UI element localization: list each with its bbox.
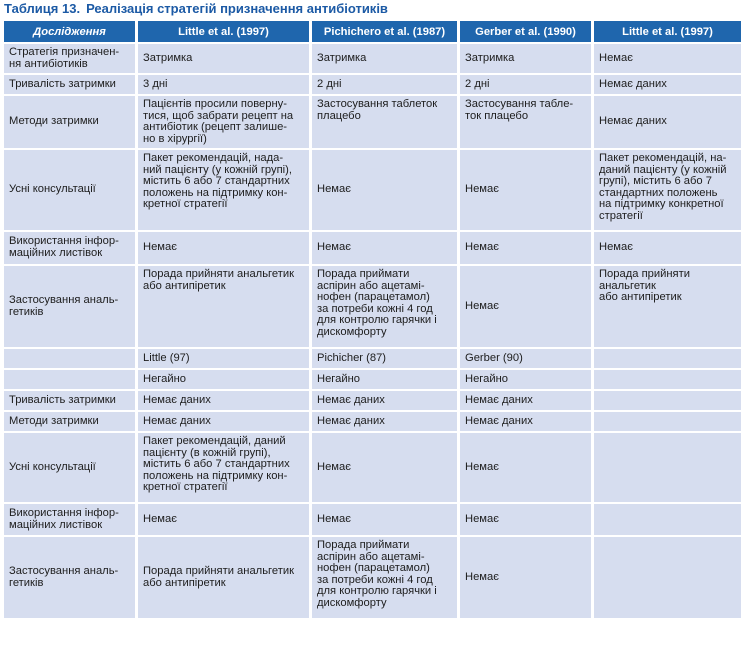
row-label-cell	[4, 96, 135, 148]
cell-text: Pichicher (87)	[317, 351, 387, 364]
table-row	[4, 412, 741, 431]
table-row	[4, 433, 741, 502]
table-cell	[460, 232, 591, 264]
table-caption	[4, 0, 388, 18]
table-cell	[594, 266, 741, 347]
header-cell: Little et al. (1997)	[594, 21, 741, 42]
table-title: Реалізація стратегій призначення антибіотиків	[86, 1, 388, 16]
table-cell	[312, 266, 457, 347]
row-label-cell	[4, 412, 135, 431]
cell-text: Немає	[465, 512, 499, 525]
row-label-cell	[4, 349, 135, 368]
cell-text: Методи затримки	[9, 414, 99, 427]
table-row	[4, 96, 741, 148]
cell-text: Застосування аналь- гетиків	[9, 564, 119, 589]
table-cell	[460, 537, 591, 618]
cell-text: Пакет рекомендацій, нада- ний пацієнту (у кожній групі), містить 6 або 7 стандартних положень на підтримку кон- кретної стратегії	[143, 152, 292, 211]
table-row	[4, 370, 741, 389]
cell-text: Затримка	[143, 51, 193, 64]
cell-text: Усні консультації	[9, 183, 96, 196]
cell-text: Усні консультації	[9, 460, 96, 473]
row-label-cell	[4, 266, 135, 347]
cell-text: Немає даних	[465, 414, 533, 427]
table-cell	[138, 232, 309, 264]
table-cell	[460, 44, 591, 73]
cell-text: Немає даних	[599, 77, 667, 90]
table-cell	[460, 391, 591, 410]
table-cell	[594, 370, 741, 389]
row-label-cell	[4, 433, 135, 502]
cell-text: Немає	[465, 183, 499, 196]
cell-text: Little (97)	[143, 351, 190, 364]
table-cell	[138, 537, 309, 618]
cell-text: Застосування таблеток плацебо	[317, 98, 438, 122]
table-cell	[312, 349, 457, 368]
table-cell	[460, 266, 591, 347]
table-row	[4, 44, 741, 73]
table-cell	[460, 370, 591, 389]
strategy-table	[1, 19, 744, 620]
table-cell	[594, 96, 741, 148]
header-cell: Little et al. (1997)	[138, 21, 309, 42]
cell-text: Використання інфор- маційних листівок	[9, 235, 119, 259]
cell-text: Використання інфор- маційних листівок	[9, 506, 119, 531]
cell-text: Немає	[317, 460, 351, 473]
table-row	[4, 266, 741, 347]
table-cell	[312, 232, 457, 264]
table-row	[4, 391, 741, 410]
table-row	[4, 537, 741, 618]
table-cell	[594, 349, 741, 368]
table-cell	[312, 75, 457, 94]
table-cell	[138, 391, 309, 410]
header-cell: Дослідження	[4, 21, 135, 42]
cell-text: Методи затримки	[9, 115, 99, 128]
cell-text: Порада прийняти анальгетик або антипіретик	[143, 564, 294, 589]
table-cell	[312, 44, 457, 73]
cell-text: Застосування аналь- гетиків	[9, 293, 119, 318]
table-cell	[138, 349, 309, 368]
cell-text: Немає	[317, 241, 351, 254]
cell-text: Пацієнтів просили поверну- тися, щоб забрати рецепт на антибіотик (рецепт залише- но в хірургії)	[143, 98, 294, 145]
cell-text: Немає	[143, 241, 177, 254]
table-row	[4, 75, 741, 94]
table-cell	[594, 150, 741, 230]
row-label-cell	[4, 44, 135, 73]
header-cell: Pichichero et al. (1987)	[312, 21, 457, 42]
table-cell	[594, 537, 741, 618]
table-cell	[594, 44, 741, 73]
cell-text: Gerber (90)	[465, 351, 523, 364]
cell-text: Немає даних	[317, 414, 385, 427]
cell-text: Немає даних	[143, 414, 211, 427]
table-cell	[460, 75, 591, 94]
table-cell	[594, 75, 741, 94]
cell-text: Немає	[465, 241, 499, 254]
table-cell	[138, 504, 309, 535]
header-row	[4, 21, 741, 42]
table-cell	[138, 370, 309, 389]
table-cell	[460, 412, 591, 431]
table-cell	[138, 44, 309, 73]
table-cell	[138, 75, 309, 94]
cell-text: Пакет рекомендацій, даний пацієнту (в кожній групі), містить 6 або 7 стандартних положень на підтримку кон- кретної стратегії	[143, 435, 290, 494]
table-cell	[460, 433, 591, 502]
table-cell	[594, 433, 741, 502]
table-cell	[138, 150, 309, 230]
table-cell	[312, 537, 457, 618]
table-cell	[312, 504, 457, 535]
cell-text: Немає	[143, 512, 177, 525]
table-cell	[138, 96, 309, 148]
cell-text: Негайно	[317, 372, 361, 385]
cell-text: Немає	[317, 512, 351, 525]
cell-text: 2 дні	[465, 77, 490, 90]
table-cell	[138, 433, 309, 502]
table-cell	[594, 412, 741, 431]
row-label-cell	[4, 75, 135, 94]
table-number: Таблиця 13.	[4, 1, 81, 16]
cell-text: Порада приймати аспірин або ацетамі- нофен (парацетамол) за потреби кожні 4 год для контролю гарячки і дискомфорту	[317, 268, 437, 338]
table-cell	[594, 232, 741, 264]
header-cell: Gerber et al. (1990)	[460, 21, 591, 42]
cell-text: Пакет рекомендацій, на- даний пацієнту (у кожній групі), містить 6 або 7 стандартних положень на підтримку конкретної стратегії	[599, 152, 727, 222]
cell-text: Затримка	[317, 51, 367, 64]
cell-text: Негайно	[143, 372, 187, 385]
cell-text: Порада прийняти анальгетик або антипіретик	[599, 268, 690, 304]
cell-text: 3 дні	[143, 77, 168, 90]
cell-text: Немає	[465, 299, 499, 312]
table-row	[4, 504, 741, 535]
cell-text: Негайно	[465, 372, 509, 385]
row-label-cell	[4, 537, 135, 618]
cell-text: Немає даних	[143, 393, 211, 406]
cell-text: Немає даних	[465, 393, 533, 406]
cell-text: Немає	[465, 460, 499, 473]
table-cell	[460, 349, 591, 368]
table-cell	[312, 391, 457, 410]
row-label-cell	[4, 370, 135, 389]
table-cell	[460, 96, 591, 148]
row-label-cell	[4, 150, 135, 230]
table-cell	[594, 504, 741, 535]
cell-text: Немає	[599, 241, 633, 254]
cell-text: Немає даних	[317, 393, 385, 406]
table-row	[4, 232, 741, 264]
cell-text: Порада приймати аспірин або ацетамі- нофен (парацетамол) за потреби кожні 4 год для контролю гарячки і дискомфорту	[317, 539, 437, 609]
table-cell	[138, 412, 309, 431]
table-cell	[460, 504, 591, 535]
table-row	[4, 150, 741, 230]
cell-text: Затримка	[465, 51, 515, 64]
row-label-cell	[4, 504, 135, 535]
table-cell	[312, 412, 457, 431]
cell-text: Немає даних	[599, 115, 667, 128]
row-label-cell	[4, 232, 135, 264]
cell-text: Застосування табле- ток плацебо	[465, 98, 574, 122]
cell-text: Немає	[599, 51, 633, 64]
cell-text: Тривалість затримки	[9, 393, 116, 406]
cell-text: Тривалість затримки	[9, 77, 116, 90]
table-cell	[460, 150, 591, 230]
table-cell	[312, 150, 457, 230]
row-label-cell	[4, 391, 135, 410]
table-row	[4, 349, 741, 368]
cell-text: Стратегія призначен- ня антибіотиків	[9, 45, 120, 70]
table-cell	[312, 433, 457, 502]
cell-text: 2 дні	[317, 77, 342, 90]
table-cell	[138, 266, 309, 347]
table-cell	[594, 391, 741, 410]
table-cell	[312, 370, 457, 389]
cell-text: Порада прийняти анальгетик або антипіретик	[143, 268, 294, 292]
cell-text: Немає	[317, 183, 351, 196]
table-cell	[312, 96, 457, 148]
cell-text: Немає	[465, 570, 499, 583]
table-body	[4, 44, 741, 618]
